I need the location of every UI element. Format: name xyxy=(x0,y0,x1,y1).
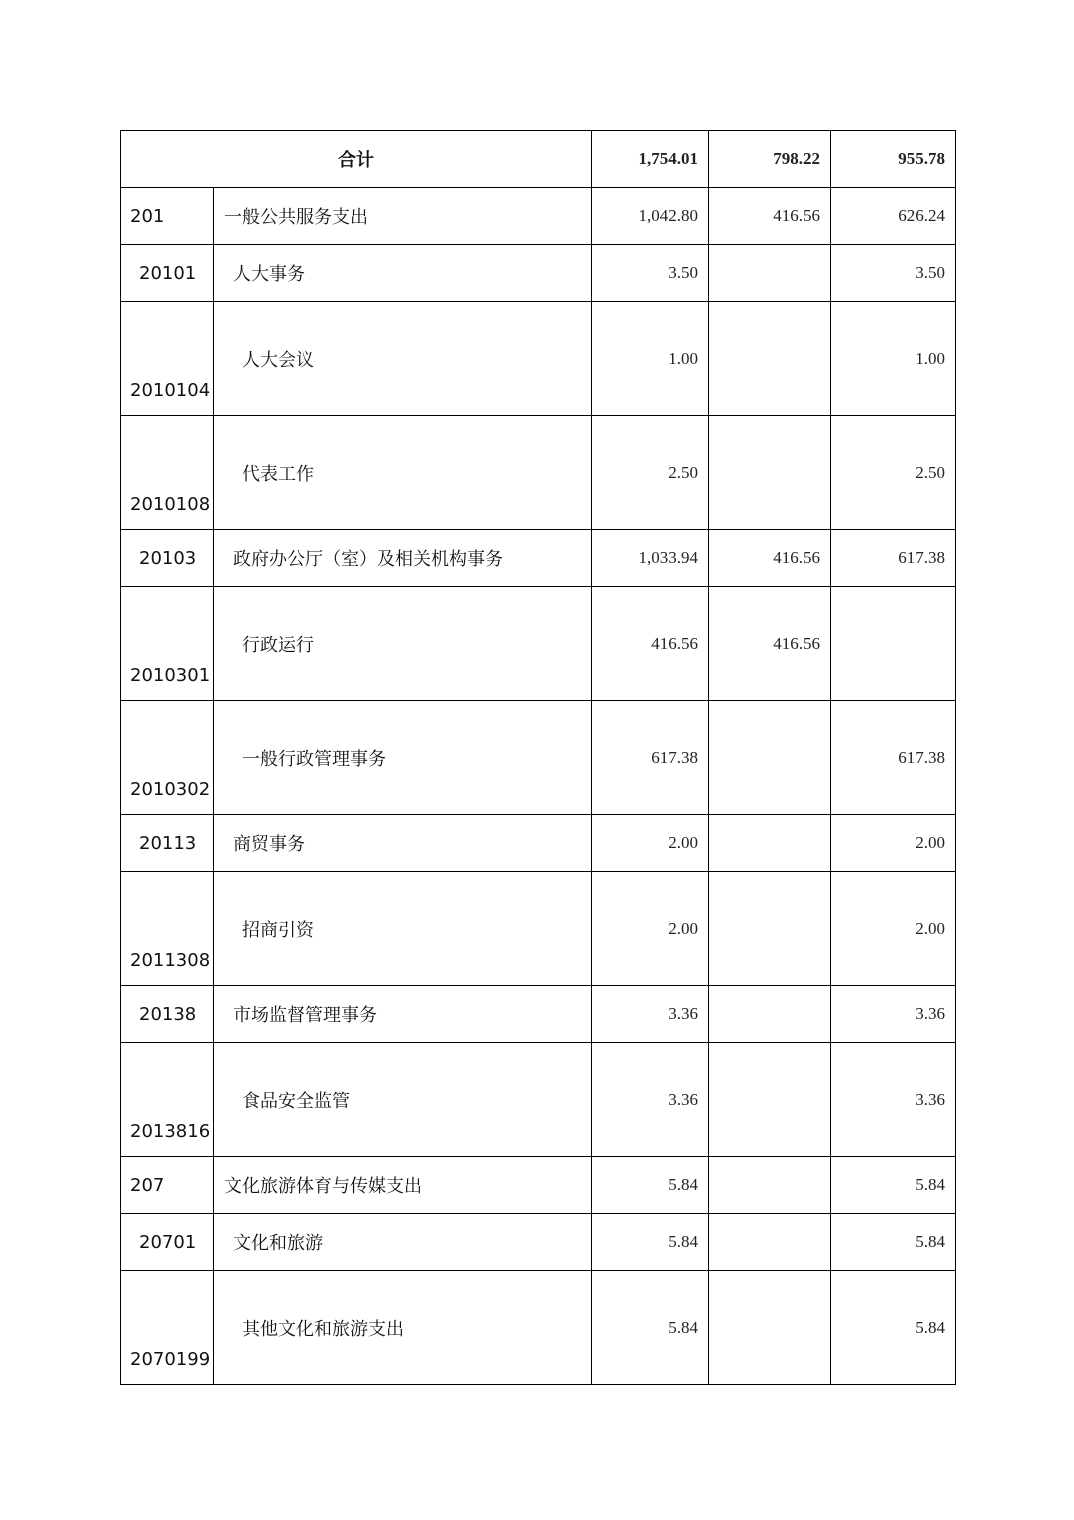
row-code: 2010302 xyxy=(121,701,214,815)
row-value-3: 3.50 xyxy=(831,245,956,302)
row-value-1: 3.36 xyxy=(592,986,709,1043)
row-code: 20701 xyxy=(121,1214,214,1271)
row-value-2 xyxy=(709,1214,831,1271)
total-value-1: 1,754.01 xyxy=(592,131,709,188)
row-value-3: 5.84 xyxy=(831,1271,956,1385)
row-value-3: 5.84 xyxy=(831,1214,956,1271)
row-name: 其他文化和旅游支出 xyxy=(214,1271,592,1385)
row-value-2 xyxy=(709,986,831,1043)
budget-expenditure-table xyxy=(120,130,956,1385)
row-value-1: 1,033.94 xyxy=(592,530,709,587)
row-code: 207 xyxy=(121,1157,214,1214)
row-value-2 xyxy=(709,1271,831,1385)
row-value-3: 1.00 xyxy=(831,302,956,416)
row-value-3: 5.84 xyxy=(831,1157,956,1214)
row-name: 一般行政管理事务 xyxy=(214,701,592,815)
row-name: 行政运行 xyxy=(214,587,592,701)
row-value-3: 617.38 xyxy=(831,530,956,587)
row-name: 一般公共服务支出 xyxy=(214,188,592,245)
row-value-2 xyxy=(709,245,831,302)
row-value-1: 1,042.80 xyxy=(592,188,709,245)
row-value-3: 3.36 xyxy=(831,1043,956,1157)
total-row xyxy=(121,131,956,188)
table-row xyxy=(121,1043,956,1157)
table-row xyxy=(121,1214,956,1271)
table-row xyxy=(121,986,956,1043)
row-code: 20113 xyxy=(121,815,214,872)
row-value-1: 2.50 xyxy=(592,416,709,530)
row-value-2: 416.56 xyxy=(709,587,831,701)
row-value-3: 2.50 xyxy=(831,416,956,530)
row-name: 市场监督管理事务 xyxy=(214,986,592,1043)
row-value-2 xyxy=(709,302,831,416)
row-code: 2070199 xyxy=(121,1271,214,1385)
row-value-2 xyxy=(709,701,831,815)
row-code: 20101 xyxy=(121,245,214,302)
row-value-1: 5.84 xyxy=(592,1214,709,1271)
row-code: 2010104 xyxy=(121,302,214,416)
table-row xyxy=(121,1157,956,1214)
row-value-2 xyxy=(709,815,831,872)
row-value-2: 416.56 xyxy=(709,188,831,245)
row-code: 2010108 xyxy=(121,416,214,530)
row-value-3: 626.24 xyxy=(831,188,956,245)
row-value-3 xyxy=(831,587,956,701)
row-name: 政府办公厅（室）及相关机构事务 xyxy=(214,530,592,587)
table-row xyxy=(121,245,956,302)
row-name: 商贸事务 xyxy=(214,815,592,872)
row-name: 人大事务 xyxy=(214,245,592,302)
row-value-2 xyxy=(709,416,831,530)
table-row xyxy=(121,815,956,872)
total-label: 合计 xyxy=(121,131,592,188)
table-row xyxy=(121,587,956,701)
row-code: 20138 xyxy=(121,986,214,1043)
row-value-1: 2.00 xyxy=(592,872,709,986)
row-value-3: 3.36 xyxy=(831,986,956,1043)
row-code: 20103 xyxy=(121,530,214,587)
row-name: 文化旅游体育与传媒支出 xyxy=(214,1157,592,1214)
row-code: 2013816 xyxy=(121,1043,214,1157)
total-value-3: 955.78 xyxy=(831,131,956,188)
table-body xyxy=(121,131,956,1385)
row-value-1: 3.50 xyxy=(592,245,709,302)
row-code: 201 xyxy=(121,188,214,245)
row-value-3: 617.38 xyxy=(831,701,956,815)
row-name: 文化和旅游 xyxy=(214,1214,592,1271)
table-row xyxy=(121,416,956,530)
row-name: 招商引资 xyxy=(214,872,592,986)
table-row xyxy=(121,188,956,245)
row-value-1: 3.36 xyxy=(592,1043,709,1157)
row-code: 2010301 xyxy=(121,587,214,701)
row-value-1: 1.00 xyxy=(592,302,709,416)
row-value-2: 416.56 xyxy=(709,530,831,587)
row-value-1: 2.00 xyxy=(592,815,709,872)
row-value-2 xyxy=(709,1157,831,1214)
row-value-3: 2.00 xyxy=(831,872,956,986)
row-value-1: 617.38 xyxy=(592,701,709,815)
row-value-2 xyxy=(709,872,831,986)
row-value-3: 2.00 xyxy=(831,815,956,872)
row-value-1: 416.56 xyxy=(592,587,709,701)
table-row xyxy=(121,530,956,587)
row-code: 2011308 xyxy=(121,872,214,986)
row-value-1: 5.84 xyxy=(592,1271,709,1385)
row-name: 人大会议 xyxy=(214,302,592,416)
table-row xyxy=(121,701,956,815)
total-value-2: 798.22 xyxy=(709,131,831,188)
row-name: 代表工作 xyxy=(214,416,592,530)
row-name: 食品安全监管 xyxy=(214,1043,592,1157)
table-row xyxy=(121,1271,956,1385)
table-row xyxy=(121,302,956,416)
row-value-2 xyxy=(709,1043,831,1157)
row-value-1: 5.84 xyxy=(592,1157,709,1214)
table-row xyxy=(121,872,956,986)
